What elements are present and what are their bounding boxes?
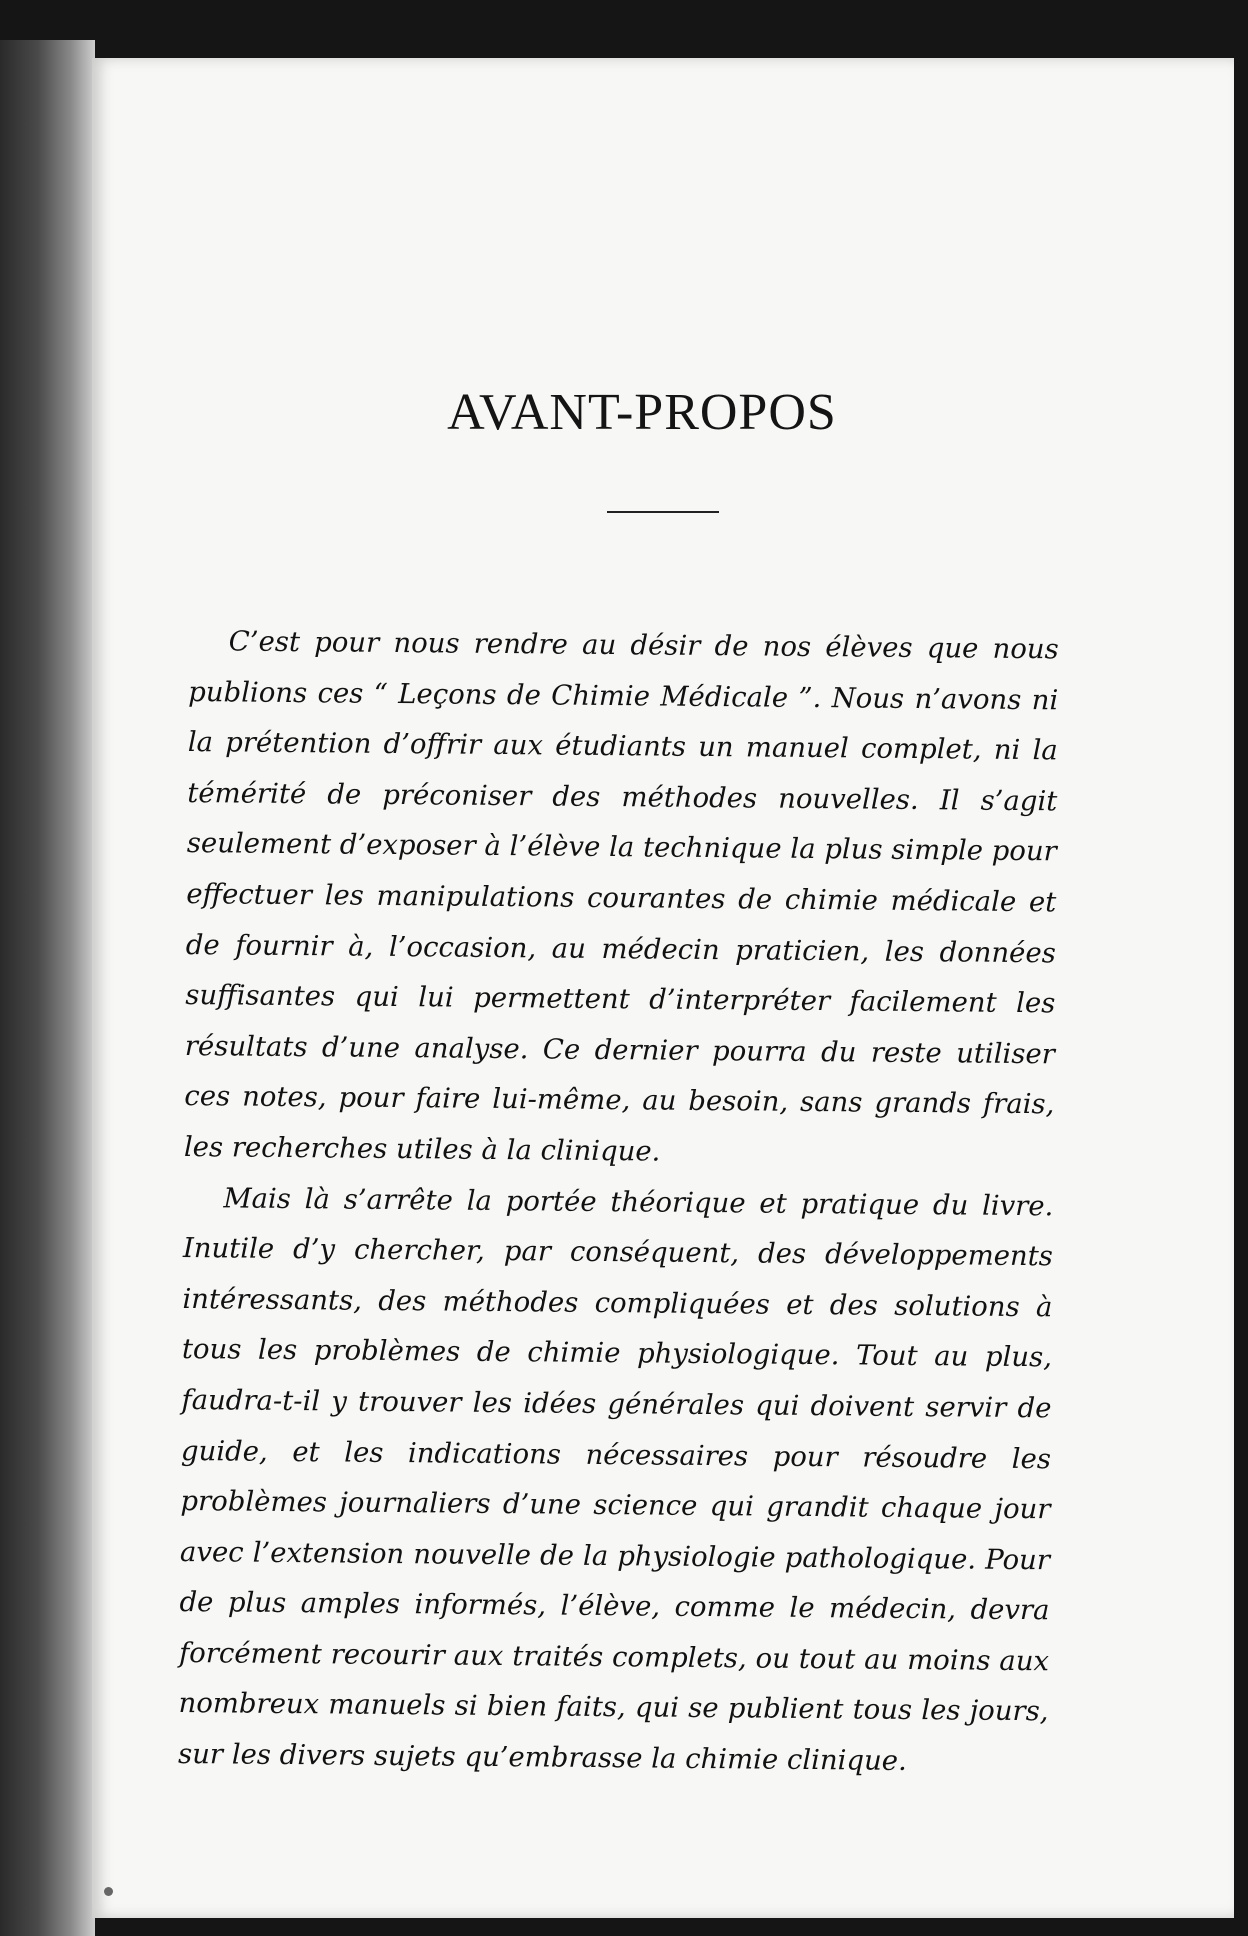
title-divider: [607, 511, 719, 513]
page-title: AVANT-PROPOS: [447, 384, 837, 441]
paragraph-1: C’est pour nous rendre au désir de nos élèves que nous publions ces “ Leçons de Chimie Médicale ”. Nous n’avons ni la prétention d’offrir aux étudiants un manuel complet, ni la témérité de préconiser des méthodes nouvelles. Il s’agit seulement d’exposer à l’élève la technique la plus simple pour effectuer les manipulations courantes de chimie médicale et de fournir à, l’occasion, au médecin praticien, les données suffisantes qui lui permettent d’interpréter facilement les résultats d’une analyse. Ce dernier pourra du reste utiliser ces notes, pour faire lui-même, au besoin, sans grands frais, les recherches utiles à la clinique.: [183, 625, 1059, 1168]
book-binding-edge: [0, 40, 95, 1936]
book-page: [92, 58, 1234, 1918]
page-content: [142, 58, 1142, 1918]
foreword-text: [178, 616, 1059, 1788]
scan-speck: [104, 1887, 113, 1896]
paragraph-2: Mais là s’arrête la portée théorique et pratique du livre. Inutile d’y chercher, par conséquent, des développements intéressants, des méthodes compliquées et des solutions à tous les problèmes de chimie physiologique. Tout au plus, faudra-t-il y trouver les idées générales qui doivent servir de guide, et les indications nécessaires pour résoudre les problèmes journaliers d’une science qui grandit chaque jour avec l’extension nouvelle de la physiologie pathologique. Pour de plus amples informés, l’élève, comme le médecin, devra forcément recourir aux traités complets, ou tout au moins aux nombreux manuels si bien faits, qui se publient tous les jours, sur les divers sujets qu’embrasse la chimie clinique.: [177, 1181, 1054, 1778]
